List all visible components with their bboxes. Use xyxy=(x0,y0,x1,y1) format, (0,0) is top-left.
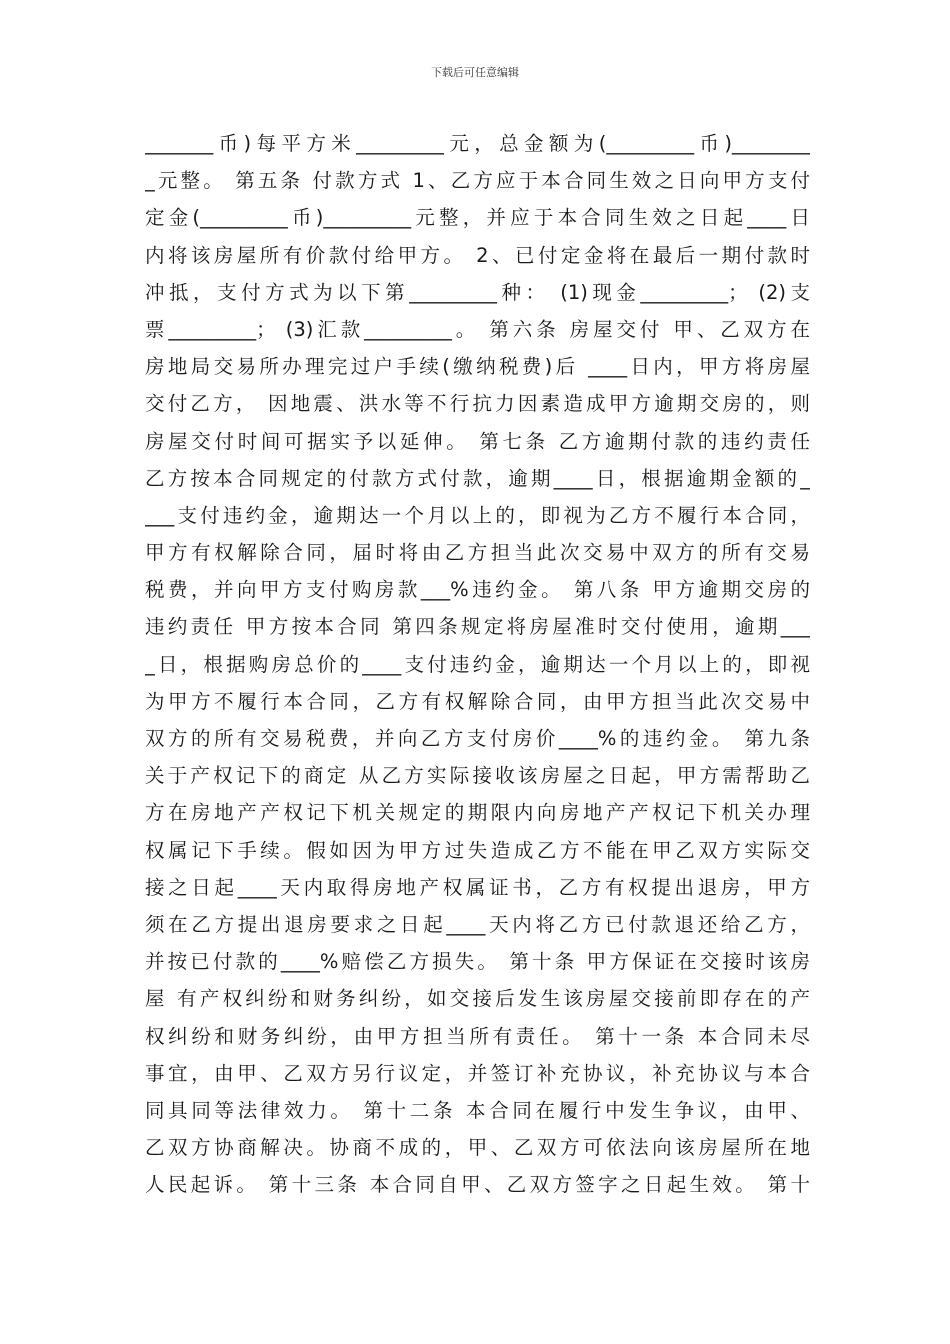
text-line: 人民起诉。 第十三条 本合同自甲、乙双方签字之日起生效。 第十 xyxy=(145,1173,810,1197)
text-line: 票_________； (3)汇款_________。 第六条 房屋交付 甲、乙双方在 xyxy=(145,317,810,341)
text-line: 关于产权记下的商定 从乙方实际接收该房屋之日起，甲方需帮助乙 xyxy=(145,764,810,788)
text-line: ___支付违约金，逾期达一个月以上的，即视为乙方不履行本合同， xyxy=(145,503,810,527)
text-line: 乙方按本合同规定的付款方式付款，逾期____日，根据逾期金额的_ xyxy=(145,466,810,490)
text-line: 房地局交易所办理完过户手续(缴纳税费)后 ____日内，甲方将房屋 xyxy=(145,355,810,379)
text-line: 乙双方协商解决。协商不成的，甲、乙双方可依法向该房屋所在地 xyxy=(145,1136,810,1160)
text-line: _日，根据购房总价的____支付违约金，逾期达一个月以上的，即视 xyxy=(145,652,810,676)
text-line: _______币)每平方米_________元，总金额为(_________币)________ xyxy=(145,132,810,155)
text-line: 权属记下手续。假如因为甲方过失造成乙方不能在甲乙双方实际交 xyxy=(145,838,810,862)
text-line: 内将该房屋所有价款付给甲方。 2、已付定金将在最后一期付款时 xyxy=(145,243,810,267)
text-line: 定金(_________币)_________元整，并应于本合同生效之日起____日 xyxy=(145,206,810,230)
document-body xyxy=(145,125,810,1203)
text-line: 违约责任 甲方按本合同 第四条规定将房屋准时交付使用，逾期___ xyxy=(145,615,810,639)
text-line: 税费，并向甲方支付购房款___%违约金。 第八条 甲方逾期交房的 xyxy=(145,578,810,602)
text-line: 接之日起____天内取得房地产权属证书，乙方有权提出退房，甲方 xyxy=(145,875,810,899)
text-line: 须在乙方提出退房要求之日起____天内将乙方已付款退还给乙方， xyxy=(145,912,810,936)
text-line: 甲方有权解除合同，届时将由乙方担当此次交易中双方的所有交易 xyxy=(145,541,810,565)
text-line: 房屋交付时间可据实予以延伸。 第七条 乙方逾期付款的违约责任 xyxy=(145,429,810,453)
text-line: 交付乙方， 因地震、洪水等不行抗力因素造成甲方逾期交房的，则 xyxy=(145,392,810,416)
text-line: 并按已付款的____%赔偿乙方损失。 第十条 甲方保证在交接时该房 xyxy=(145,950,810,974)
page-header: 下载后可任意编辑 xyxy=(431,66,519,79)
text-line: 同具同等法律效力。 第十二条 本合同在履行中发生争议，由甲、 xyxy=(145,1098,810,1122)
text-line: 冲抵，支付方式为以下第_________种： (1)现金_________； (2)支 xyxy=(145,280,810,304)
text-line: 为甲方不履行本合同，乙方有权解除合同，由甲方担当此次交易中 xyxy=(145,689,810,713)
text-line: 方在房地产产权记下机关规定的期限内向房地产产权记下机关办理 xyxy=(145,801,810,825)
text-line: 屋 有产权纠纷和财务纠纷，如交接后发生该房屋交接前即存在的产 xyxy=(145,987,810,1011)
text-line: 事宜，由甲、乙双方另行议定，并签订补充协议，补充协议与本合 xyxy=(145,1061,810,1085)
text-line: 双方的所有交易税费，并向乙方支付房价____%的违约金。 第九条 xyxy=(145,727,810,750)
text-line: 权纠纷和财务纠纷，由甲方担当所有责任。 第十一条 本合同未尽 xyxy=(145,1024,810,1048)
text-line: _元整。 第五条 付款方式 1、乙方应于本合同生效之日向甲方支付 xyxy=(145,169,810,193)
